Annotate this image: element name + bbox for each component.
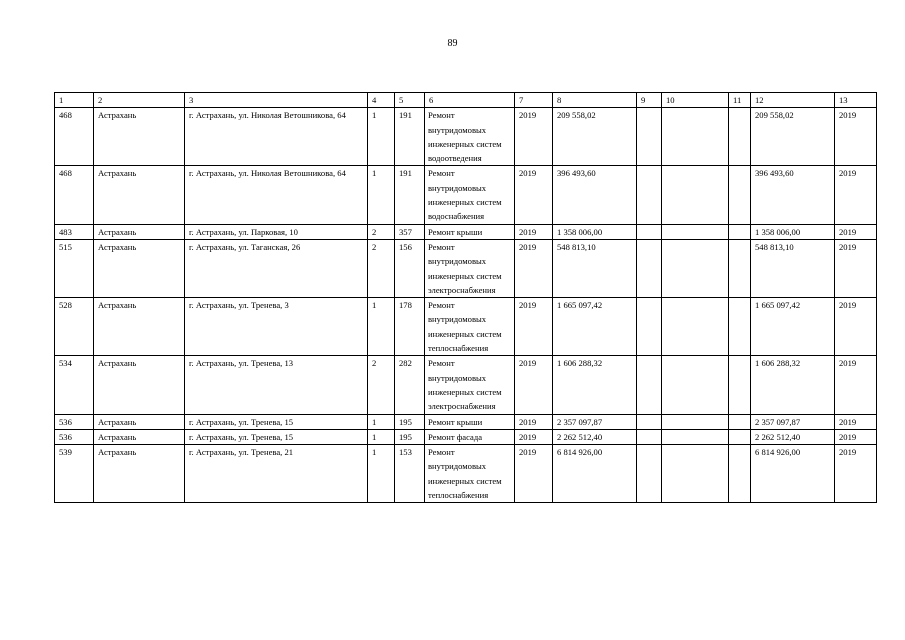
table-row [55,445,877,503]
table-row [55,224,877,239]
cell-col-13: 2019 [835,356,877,414]
cell-col-5: 195 [395,414,425,429]
cell-col-10 [662,445,729,503]
cell-col-5: 153 [395,445,425,503]
cell-col-10 [662,224,729,239]
cell-col-11 [729,166,751,224]
cell-col-year: 2019 [515,166,553,224]
table-row [55,414,877,429]
cell-col-works: Ремонт крыши [425,224,515,239]
cell-col-4: 1 [368,108,395,166]
cell-col-number: 528 [55,298,94,356]
capital-repair-table [54,92,877,503]
cell-col-address: г. Астрахань, ул. Тренева, 13 [185,356,368,414]
cell-col-10 [662,108,729,166]
cell-col-number: 536 [55,429,94,444]
cell-col-cost: 1 606 288,32 [553,356,637,414]
cell-col-13: 2019 [835,445,877,503]
cell-col-cost: 396 493,60 [553,166,637,224]
cell-col-10 [662,429,729,444]
cell-col-10 [662,356,729,414]
cell-col-address: г. Астрахань, ул. Тренева, 15 [185,429,368,444]
cell-col-address: г. Астрахань, ул. Николая Ветошникова, 64 [185,108,368,166]
cell-col-10 [662,414,729,429]
cell-col-total: 2 357 097,87 [751,414,835,429]
header-cell-2: 2 [94,93,185,108]
cell-col-cost: 209 558,02 [553,108,637,166]
header-cell-4: 4 [368,93,395,108]
header-cell-13: 13 [835,93,877,108]
cell-col-9 [637,445,662,503]
header-cell-1: 1 [55,93,94,108]
cell-col-cost: 548 813,10 [553,239,637,297]
cell-col-cost: 6 814 926,00 [553,445,637,503]
cell-col-total: 2 262 512,40 [751,429,835,444]
cell-col-total: 6 814 926,00 [751,445,835,503]
table-row [55,239,877,297]
cell-col-4: 1 [368,298,395,356]
cell-col-11 [729,298,751,356]
cell-col-5: 178 [395,298,425,356]
cell-col-5: 191 [395,108,425,166]
cell-col-address: г. Астрахань, ул. Парковая, 10 [185,224,368,239]
cell-col-address: г. Астрахань, ул. Тренева, 15 [185,414,368,429]
cell-col-13: 2019 [835,224,877,239]
cell-col-address: г. Астрахань, ул. Николая Ветошникова, 64 [185,166,368,224]
cell-col-year: 2019 [515,108,553,166]
cell-col-4: 1 [368,445,395,503]
cell-col-5: 357 [395,224,425,239]
cell-col-13: 2019 [835,429,877,444]
cell-col-year: 2019 [515,429,553,444]
cell-col-13: 2019 [835,108,877,166]
cell-col-year: 2019 [515,224,553,239]
cell-col-year: 2019 [515,414,553,429]
cell-col-9 [637,414,662,429]
cell-col-year: 2019 [515,356,553,414]
cell-col-number: 534 [55,356,94,414]
header-cell-6: 6 [425,93,515,108]
header-cell-11: 11 [729,93,751,108]
cell-col-total: 1 665 097,42 [751,298,835,356]
cell-col-city: Астрахань [94,239,185,297]
header-cell-9: 9 [637,93,662,108]
cell-col-10 [662,166,729,224]
cell-col-cost: 2 357 097,87 [553,414,637,429]
cell-col-number: 515 [55,239,94,297]
cell-col-year: 2019 [515,298,553,356]
table-row [55,356,877,414]
cell-col-works: Ремонт фасада [425,429,515,444]
cell-col-city: Астрахань [94,414,185,429]
cell-col-4: 2 [368,224,395,239]
cell-col-9 [637,356,662,414]
header-cell-10: 10 [662,93,729,108]
cell-col-works: Ремонт внутридомовых инженерных систем водоснабжения [425,166,515,224]
cell-col-cost: 1 665 097,42 [553,298,637,356]
cell-col-10 [662,298,729,356]
cell-col-works: Ремонт внутридомовых инженерных систем электроснабжения [425,239,515,297]
cell-col-11 [729,356,751,414]
cell-col-13: 2019 [835,239,877,297]
cell-col-9 [637,429,662,444]
cell-col-number: 539 [55,445,94,503]
cell-col-works: Ремонт внутридомовых инженерных систем теплоснабжения [425,445,515,503]
table-row [55,108,877,166]
cell-col-total: 209 558,02 [751,108,835,166]
cell-col-9 [637,108,662,166]
cell-col-total: 396 493,60 [751,166,835,224]
cell-col-works: Ремонт внутридомовых инженерных систем водоотведения [425,108,515,166]
cell-col-total: 1 606 288,32 [751,356,835,414]
cell-col-works: Ремонт крыши [425,414,515,429]
cell-col-4: 1 [368,414,395,429]
cell-col-10 [662,239,729,297]
cell-col-address: г. Астрахань, ул. Тренева, 21 [185,445,368,503]
cell-col-4: 2 [368,356,395,414]
header-row [55,93,877,108]
cell-col-11 [729,108,751,166]
cell-col-5: 195 [395,429,425,444]
cell-col-cost: 1 358 006,00 [553,224,637,239]
table-row [55,166,877,224]
cell-col-city: Астрахань [94,356,185,414]
cell-col-9 [637,239,662,297]
cell-col-total: 548 813,10 [751,239,835,297]
cell-col-4: 1 [368,429,395,444]
cell-col-city: Астрахань [94,429,185,444]
cell-col-5: 191 [395,166,425,224]
cell-col-9 [637,298,662,356]
cell-col-4: 1 [368,166,395,224]
cell-col-13: 2019 [835,298,877,356]
cell-col-city: Астрахань [94,445,185,503]
cell-col-number: 483 [55,224,94,239]
cell-col-11 [729,445,751,503]
cell-col-year: 2019 [515,445,553,503]
cell-col-11 [729,414,751,429]
cell-col-9 [637,166,662,224]
cell-col-number: 468 [55,166,94,224]
cell-col-number: 468 [55,108,94,166]
cell-col-year: 2019 [515,239,553,297]
cell-col-city: Астрахань [94,298,185,356]
cell-col-5: 282 [395,356,425,414]
page-number: 89 [447,38,458,49]
header-cell-5: 5 [395,93,425,108]
cell-col-total: 1 358 006,00 [751,224,835,239]
cell-col-city: Астрахань [94,108,185,166]
cell-col-address: г. Астрахань, ул. Таганская, 26 [185,239,368,297]
header-cell-12: 12 [751,93,835,108]
cell-col-11 [729,224,751,239]
cell-col-13: 2019 [835,414,877,429]
cell-col-11 [729,429,751,444]
header-cell-8: 8 [553,93,637,108]
cell-col-address: г. Астрахань, ул. Тренева, 3 [185,298,368,356]
header-cell-7: 7 [515,93,553,108]
cell-col-city: Астрахань [94,166,185,224]
cell-col-works: Ремонт внутридомовых инженерных систем электроснабжения [425,356,515,414]
cell-col-works: Ремонт внутридомовых инженерных систем теплоснабжения [425,298,515,356]
cell-col-city: Астрахань [94,224,185,239]
header-cell-3: 3 [185,93,368,108]
cell-col-13: 2019 [835,166,877,224]
table-row [55,298,877,356]
cell-col-5: 156 [395,239,425,297]
cell-col-cost: 2 262 512,40 [553,429,637,444]
table-row [55,429,877,444]
cell-col-11 [729,239,751,297]
cell-col-number: 536 [55,414,94,429]
cell-col-9 [637,224,662,239]
cell-col-4: 2 [368,239,395,297]
